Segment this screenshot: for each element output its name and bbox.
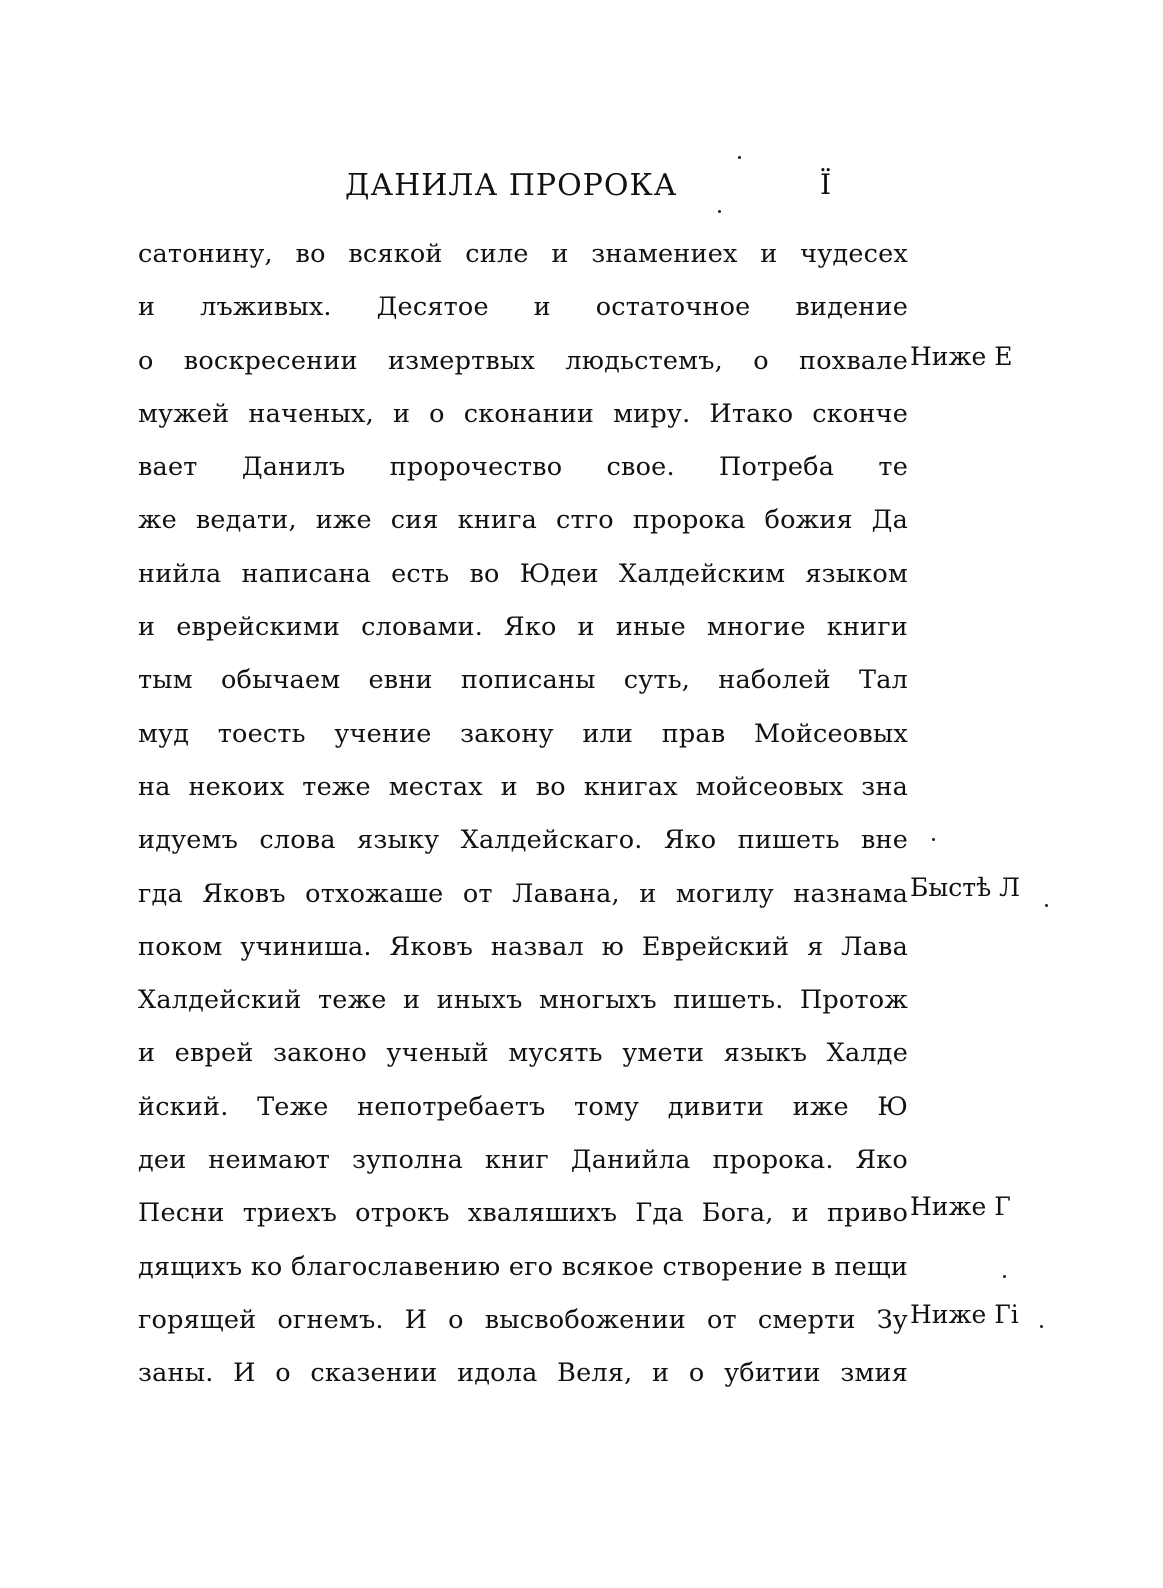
ink-speck bbox=[1040, 1325, 1043, 1328]
text-line: Песни триехъ отрокъ хваляшихъ Гда Бога, и приво bbox=[138, 1198, 908, 1229]
text-line: на некоих теже местах и во книгах мойсеовых зна bbox=[138, 771, 908, 802]
text-line: деи неимают зуполна книг Данийла пророка. Яко bbox=[138, 1145, 908, 1176]
ink-speck bbox=[738, 156, 741, 159]
text-line: идуемъ слова языку Халдейскаго. Яко пишеть вне bbox=[138, 825, 908, 856]
running-header bbox=[345, 168, 905, 218]
text-line: и еврей законо ученый мусять умети языкъ Халде bbox=[138, 1038, 908, 1069]
page-title: ДАНИЛА ПРОРОКА bbox=[345, 168, 678, 203]
text-line: Халдейский теже и иныхъ многыхъ пишеть. Протож bbox=[138, 985, 908, 1016]
folio-number: Ї bbox=[820, 168, 833, 201]
text-line: заны. И о сказении идола Веля, и о убитии змия bbox=[138, 1358, 908, 1389]
text-line: нийла написана есть во Юдеи Халдейским языком bbox=[138, 558, 908, 589]
text-line: тым обычаем евни пописаны суть, наболей Тал bbox=[138, 665, 908, 696]
text-line: вает Данилъ пророчество свое. Потреба те bbox=[138, 452, 908, 483]
margin-note: Ниже Гі bbox=[910, 1300, 1019, 1329]
text-line: и лъживых. Десятое и остаточное видение bbox=[138, 292, 908, 323]
ink-speck bbox=[718, 210, 721, 213]
text-line: йский. Теже непотребаетъ тому дивити иже Ю bbox=[138, 1091, 908, 1122]
body-text bbox=[138, 228, 908, 1401]
ink-speck bbox=[1003, 1275, 1006, 1278]
text-line: дящихъ ко благославению его всякое створение в пещи bbox=[138, 1251, 908, 1282]
margin-note: Быстѣ Л bbox=[910, 873, 1020, 902]
margin-note: Ниже Е bbox=[910, 342, 1013, 371]
text-line: горящей огнемъ. И о высвобожении от смерти Зу bbox=[138, 1304, 908, 1335]
text-line: и еврейскими словами. Яко и иные многие книги bbox=[138, 612, 908, 643]
text-line: поком учиниша. Яковъ назвал ю Еврейский я Лава bbox=[138, 931, 908, 962]
text-line: сатонину, во всякой силе и знамениех и чудесех bbox=[138, 239, 908, 269]
text-line: же ведати, иже сия книга стго пророка божия Да bbox=[138, 505, 908, 536]
text-line: мужей наченых, и о сконании миру. Итако сконче bbox=[138, 398, 908, 429]
text-line: гда Яковъ отхожаше от Лавана, и могилу назнама bbox=[138, 878, 908, 909]
margin-note: Ниже Г bbox=[910, 1192, 1011, 1221]
ink-speck bbox=[1045, 904, 1048, 907]
ink-speck bbox=[932, 838, 935, 841]
text-line: муд тоесть учение закону или прав Мойсеовых bbox=[138, 718, 908, 749]
text-line: о воскресении измертвых людьстемъ, о похвале bbox=[138, 345, 908, 376]
